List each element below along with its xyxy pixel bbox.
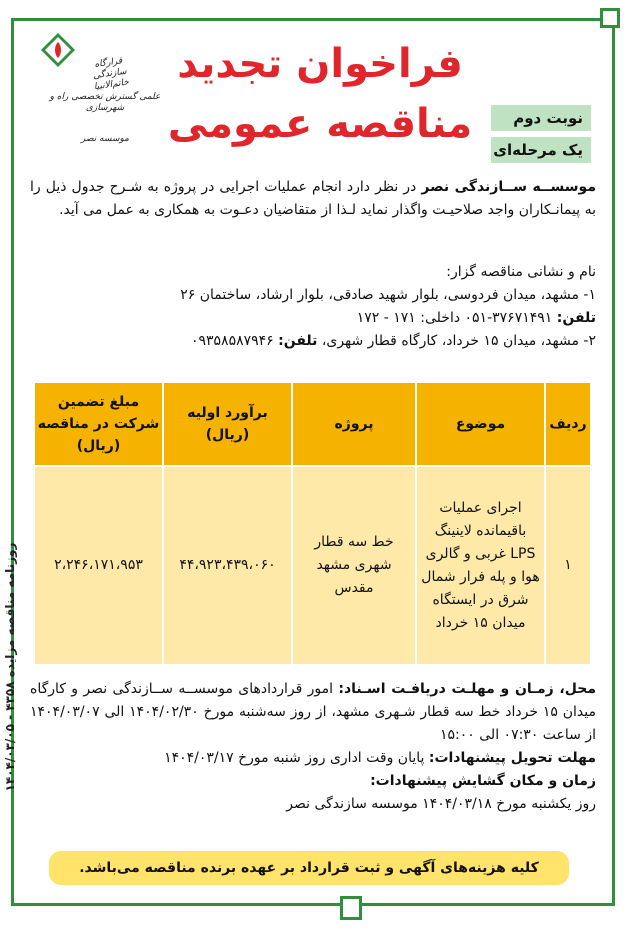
phone-2-label: تلفن: <box>278 333 318 349</box>
table-cell: اجرای عملیات باقیمانده لاینینگ LPS غربی و گالری هوا و پله فرار شمال شرق در ایستگاه میدان ۱۵ خرداد <box>416 466 545 665</box>
details-block <box>30 678 596 816</box>
org-sub: علمی گسترش تخصصی راه و شهرسازی <box>49 92 161 113</box>
address-block <box>30 261 596 353</box>
opening-text: روز یکشنبه مورخ ۱۴۰۴/۰۳/۱۸ موسسه سازندگی نصر <box>286 796 596 812</box>
address-phone-1 <box>30 307 596 330</box>
table-cell: ۲،۲۴۶،۱۷۱،۹۵۳ <box>34 466 163 665</box>
address-line-1: ۱- مشهد، میدان فردوسی، بلوار شهید صادقی، بلوار ارشاد، ساختمان ۲۶ <box>180 287 596 303</box>
intro-paragraph <box>30 176 596 222</box>
title-line-1: فراخوان تجدید <box>177 41 463 87</box>
phone-1-label: تلفن: <box>556 310 596 326</box>
deadline-label: مهلت تحویل پیشنهادات: <box>428 750 596 766</box>
phone-2-value: ۰۹۳۵۸۵۸۷۹۴۶ <box>190 333 279 349</box>
phone-1-value: ۳۷۶۷۱۴۹۱-۰۵۱ داخلی: ۱۷۱ - ۱۷۲ <box>356 310 557 326</box>
table-header: ردیف <box>545 382 591 466</box>
stage-tag: یک مرحله‌ای <box>491 137 591 163</box>
side-newspaper-text: روزنامه مناقصه مزایده ۴۳۵۸ - ۱۴۰۴/۰۳/۰۵ <box>3 542 17 792</box>
footer-note: کلیه هزینه‌های آگهی و ثبت قرارداد بر عهده برنده مناقصه می‌باشد. <box>49 851 569 885</box>
round-tag: نوبت دوم <box>491 105 591 131</box>
table-header: موضوع <box>416 382 545 466</box>
side-newspaper-strip <box>0 520 18 820</box>
docs-row <box>30 678 596 747</box>
table-header: مبلغ تضمین شرکت در مناقصه (ریال) <box>34 382 163 466</box>
opening-label: زمان و مکان گشایش پیشنهادات: <box>370 773 596 789</box>
intro-text: در نظر دارد انجام عملیات اجرایی در پروژه به شـرح جدول ذیل را به پیمانـکاران واجد صلاحیـت واگذار نماید لـذا از متقاضیان دعـوت به همکاری به عمل می آید. <box>30 179 596 218</box>
address-line-2: ۲- مشهد، میدان ۱۵ خرداد، کارگاه قطار شهری، <box>317 333 596 349</box>
table-cell: ۴۴،۹۲۳،۴۳۹،۰۶۰ <box>163 466 292 665</box>
table-cell: خط سه قطار شهری مشهد مقدس <box>292 466 416 665</box>
deadline-text: پایان وقت اداری روز شنبه مورخ ۱۴۰۴/۰۳/۱۷ <box>164 750 429 766</box>
iran-emblem-icon <box>40 32 76 68</box>
table-header-row <box>34 382 591 466</box>
table-header: پروژه <box>292 382 416 466</box>
table-cell: ۱ <box>545 466 591 665</box>
deadline-row <box>30 747 596 770</box>
docs-text: امور قراردادهای موسســه ســازندگی نصر و کارگاه میدان ۱۵ خرداد خط سه قطار شـهری مشهد، از روز سه‌شنبه مورخ ۱۴۰۴/۰۲/۳۰ الی ۱۴۰۴/۰۳/۰۷ از ساعت ۰۷:۳۰ الی ۱۵:۰۰ <box>30 681 596 743</box>
docs-label: محل، زمـان و مهلـت دریافـت اسـناد: <box>338 681 597 697</box>
corner-box-top-right <box>600 8 620 28</box>
table-header: برآورد اولیه (ریال) <box>163 382 292 466</box>
intro-org: موسســه ســازندگی نصر <box>421 179 596 195</box>
address-line-2-row <box>30 330 596 353</box>
title-line-2: مناقصه عمومی <box>167 101 473 147</box>
table-row <box>34 466 591 665</box>
address-heading: نام و نشانی مناقصه گزار: <box>446 264 596 280</box>
org-name: قرارگاه سازندگی خاتم‌الانبیا <box>92 56 130 93</box>
corner-box-bottom <box>340 896 362 920</box>
tender-table <box>33 381 592 666</box>
org-sub2: موسسه نصر <box>80 134 129 144</box>
